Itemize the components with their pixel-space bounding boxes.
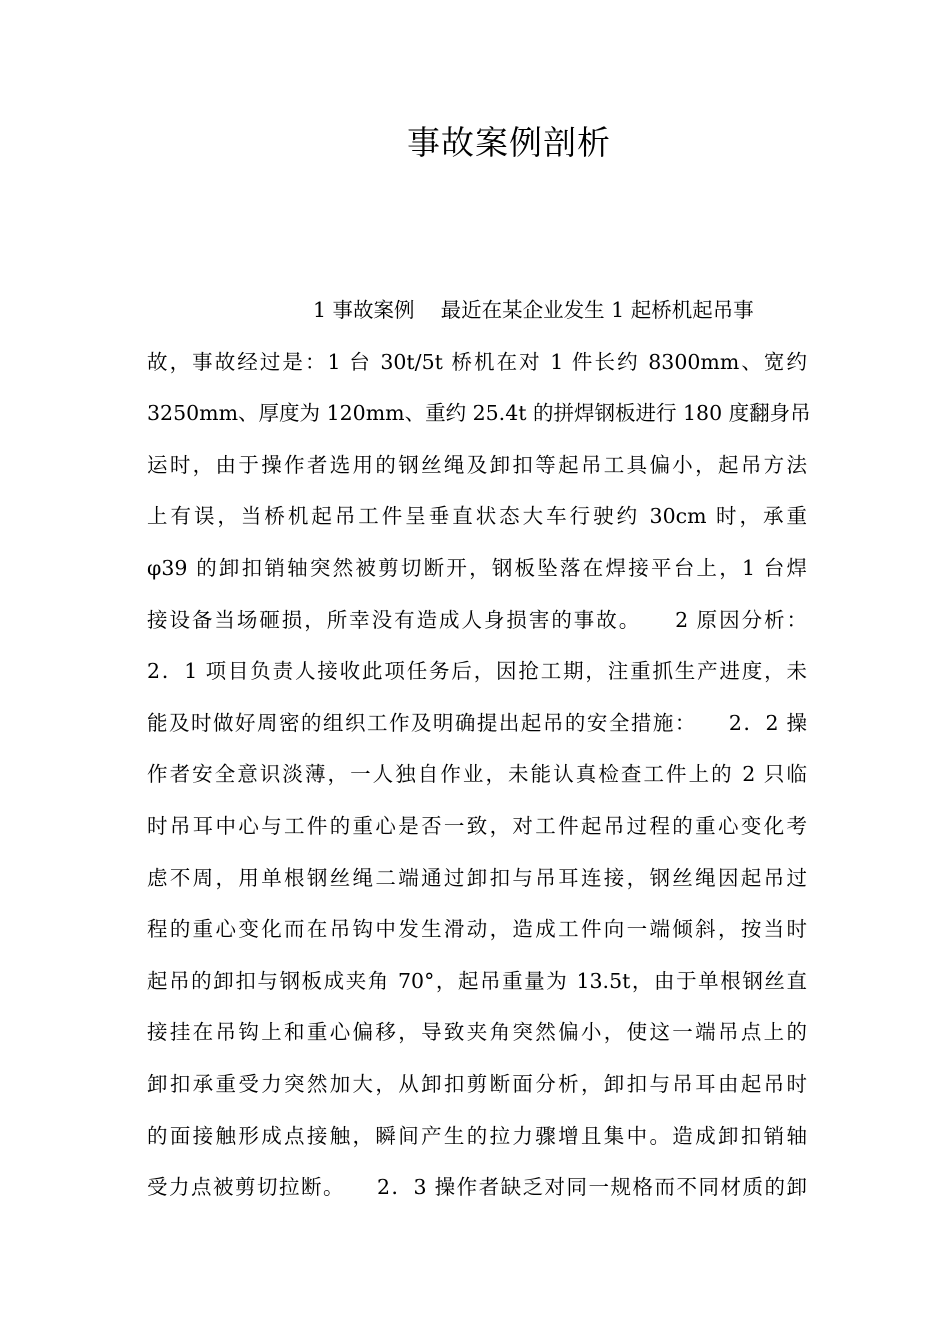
body-line: φ39 的卸扣销轴突然被剪切断开，钢板坠落在焊接平台上，1 台焊	[147, 555, 807, 580]
body-line: 3250mm、厚度为 120mm、重约 25.4t 的拼焊钢板进行 180 度翻身吊	[147, 401, 811, 426]
body-line: 作者安全意识淡薄，一人独自作业，未能认真检查工件上的 2 只临	[147, 762, 807, 787]
body-line: 的面接触形成点接触，瞬间产生的拉力骤增且集中。造成卸扣销轴	[147, 1123, 807, 1148]
body-line: 1 事故案例 最近在某企业发生 1 起桥机起吊事	[313, 298, 754, 322]
body-line: 受力点被剪切拉断。 2．3 操作者缺乏对同一规格而不同材质的卸	[147, 1175, 807, 1200]
body-line: 时吊耳中心与工件的重心是否一致，对工件起吊过程的重心变化考	[147, 813, 807, 838]
body-line: 能及时做好周密的组织工作及明确提出起吊的安全措施： 2．2 操	[147, 710, 807, 735]
body-line: 起吊的卸扣与钢板成夹角 70°，起吊重量为 13.5t，由于单根钢丝直	[147, 968, 807, 993]
body-line: 上有误，当桥机起吊工件呈垂直状态大车行驶约 30cm 时，承重	[147, 504, 807, 529]
body-line: 虑不周，用单根钢丝绳二端通过卸扣与吊耳连接，钢丝绳因起吊过	[147, 865, 807, 890]
body-line: 运时，由于操作者选用的钢丝绳及卸扣等起吊工具偏小，起吊方法	[147, 452, 807, 477]
body-line: 接挂在吊钩上和重心偏移，导致夹角突然偏小，使这一端吊点上的	[147, 1020, 807, 1045]
body-line: 2．1 项目负责人接收此项任务后，因抢工期，注重抓生产进度，未	[147, 659, 807, 684]
body-line: 接设备当场砸损，所幸没有造成人身损害的事故。 2 原因分析：	[147, 607, 807, 632]
body-line: 程的重心变化而在吊钩中发生滑动，造成工件向一端倾斜，按当时	[147, 917, 807, 942]
body-line: 卸扣承重受力突然加大，从卸扣剪断面分析，卸扣与吊耳由起吊时	[147, 1071, 807, 1096]
body-line: 故，事故经过是：1 台 30t/5t 桥机在对 1 件长约 8300mm、宽约	[147, 349, 807, 374]
document-title: 事故案例剖析	[407, 123, 611, 162]
document-body	[147, 290, 811, 1219]
